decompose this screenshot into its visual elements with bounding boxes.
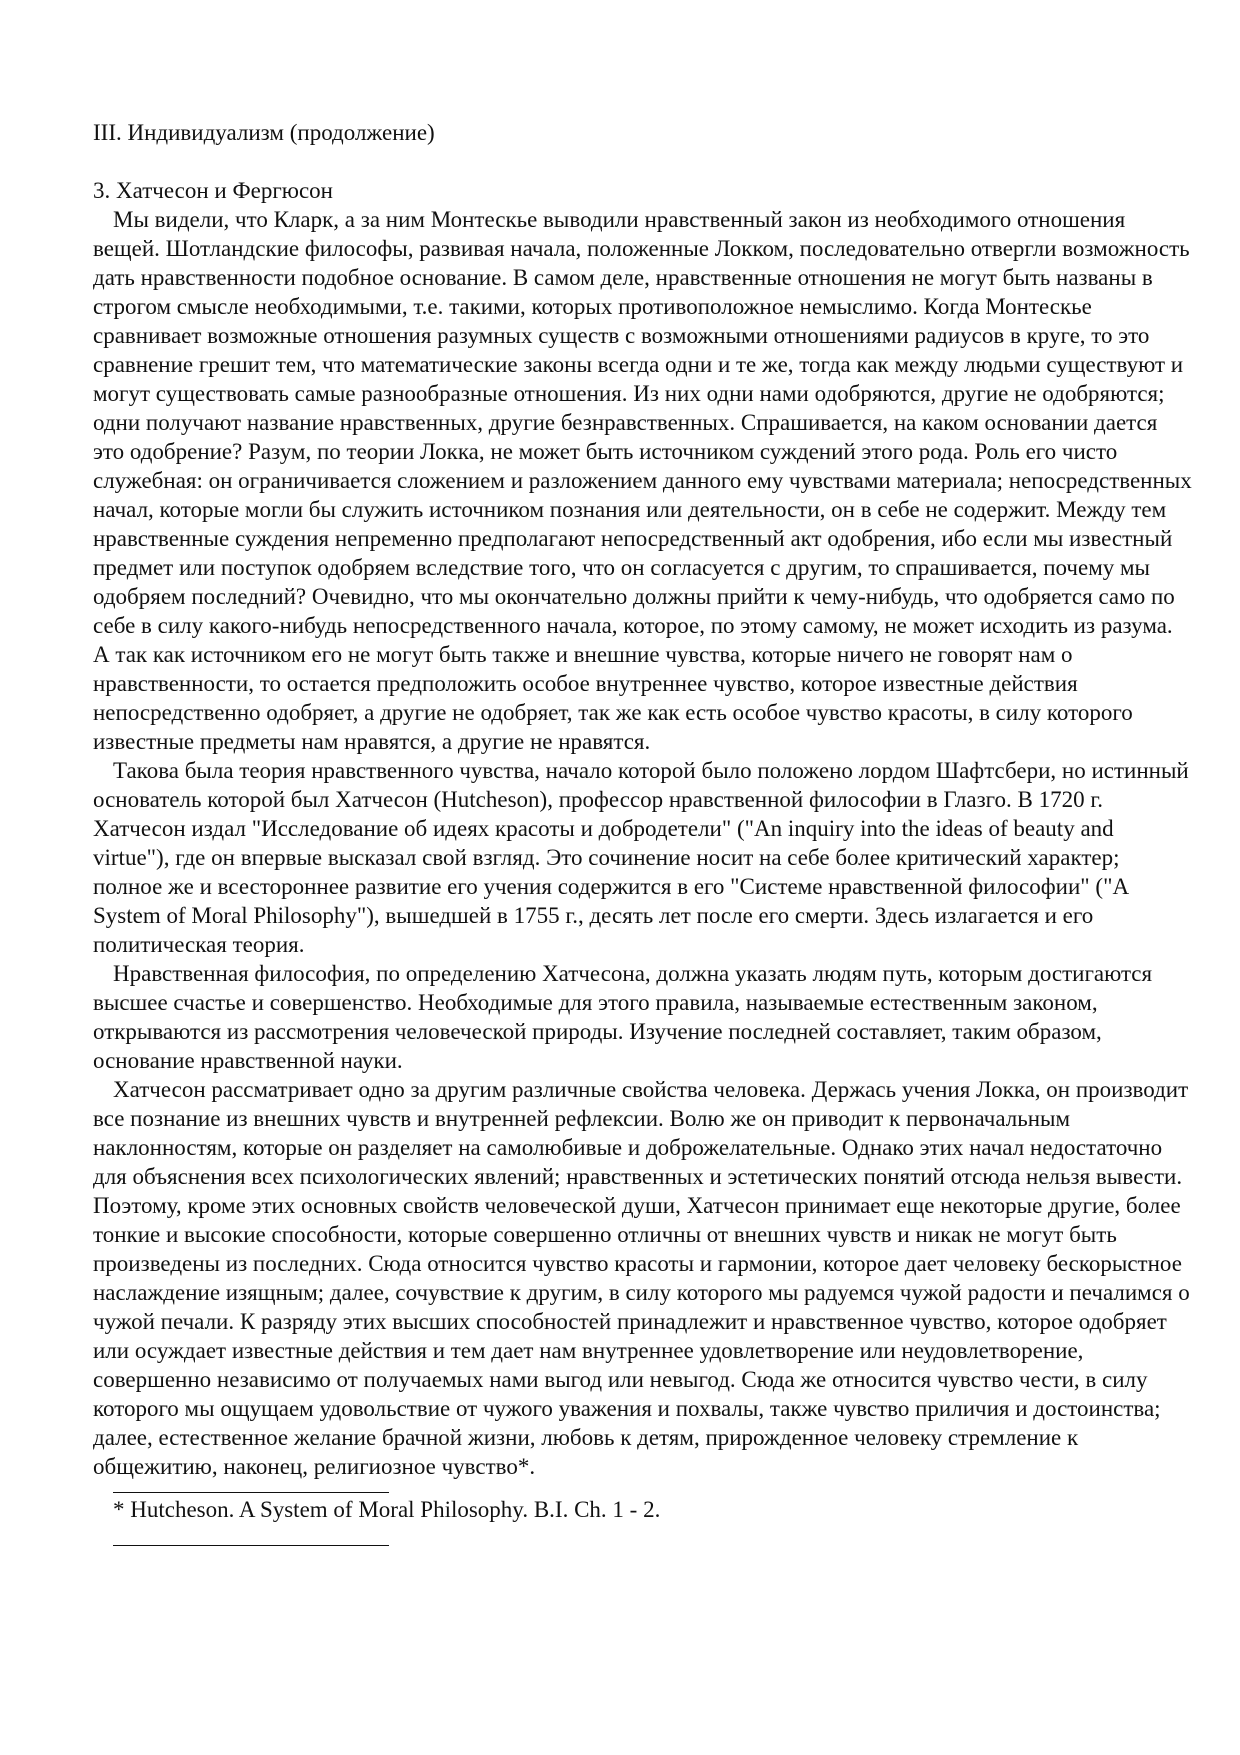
footnote-separator (113, 1492, 389, 1493)
footnote-separator-bottom (113, 1545, 389, 1546)
paragraph-2: Такова была теория нравственного чувства, начало которой было положено лордом Шафтсбери, но истинный основатель которой был Хатчесон (Hutcheson), профессор нравственной философии в Глазго. В 1720 г. Хатчесон издал "Исследование об идеях красоты и добродетели" ("An inquiry into the ideas of beauty and virtue"), где он впервые высказал свой взгляд. Это сочинение носит на себе более критический характер; полное же и всестороннее развитие его учения содержится в его "Системе нравственной философии" ("A System of Moral Philosophy"), вышедшей в 1755 г., десять лет после его смерти. Здесь излагается и его политическая теория. (93, 758, 1189, 957)
chapter-title: III. Индивидуализм (продолжение) (93, 120, 435, 145)
paragraph-3: Нравственная философия, по определению Хатчесона, должна указать людям путь, которым достигаются высшее счастье и совершенство. Необходимые для этого правила, называемые естественным законом, открываются из рассмотрения человеческой природы. Изучение последней составляет, таким образом, основание нравственной науки. (93, 961, 1153, 1073)
section-title: 3. Хатчесон и Фергюсон (93, 178, 333, 203)
footnote: * Hutcheson. A System of Moral Philosophy. B.I. Ch. 1 - 2. (113, 1497, 661, 1522)
paragraph-1: Мы видели, что Кларк, а за ним Монтескье выводили нравственный закон из необходимого отношения вещей. Шотландские философы, развивая начала, положенные Локком, последовательно отвергли возможность дать нравственности подобное основание. В самом деле, нравственные отношения не могут быть названы в строгом смысле необходимыми, т.е. такими, которых противоположное немыслимо. Когда Монтескье сравнивает возможные отношения разумных существ с возможными отношениями радиусов в круге, то это сравнение грешит тем, что математические законы всегда одни и те же, тогда как между людьми существуют и могут существовать самые разнообразные отношения. Из них одни нами одобряются, другие не одобряются; одни получают название нравственных, другие безнравственных. Спрашивается, на каком основании дается это одобрение? Разум, по теории Локка, не может быть источником суждений этого рода. Роль его чисто служебная: он ограничивается сложением и разложением данного ему чувствами материала; непосредственных начал, которые могли бы служить источником познания или деятельности, он в себе не содержит. Между тем нравственные суждения непременно предполагают непосредственный акт одобрения, ибо если мы известный предмет или поступок одобряем вследствие того, что он согласуется с другим, то спрашивается, почему мы одобряем последний? Очевидно, что мы окончательно должны прийти к чему-нибудь, что одобряется само по себе в силу какого-нибудь непосредственного начала, которое, по этому самому, не может исходить из разума. А так как источником его не могут быть также и внешние чувства, которые ничего не говорят нам о нравственности, то остается предположить особое внутреннее чувство, которое известные действия непосредственно одобряет, а другие не одобряет, так же как есть особое чувство красоты, в силу которого известные предметы нам нравятся, а другие не нравятся. (93, 207, 1192, 754)
document-page (93, 118, 1193, 1546)
paragraph-4: Хатчесон рассматривает одно за другим различные свойства человека. Держась учения Локка, он производит все познание из внешних чувств и внутренней рефлексии. Волю же он приводит к первоначальным наклонностям, которые он разделяет на самолюбивые и доброжелательные. Однако этих начал недостаточно для объяснения всех психологических явлений; нравственных и эстетических понятий отсюда нельзя вывести. Поэтому, кроме этих основных свойств человеческой души, Хатчесон принимает еще некоторые другие, более тонкие и высокие способности, которые совершенно отличны от внешних чувств и никак не могут быть произведены из последних. Сюда относится чувство красоты и гармонии, которое дает человеку бескорыстное наслаждение изящным; далее, сочувствие к другим, в силу которого мы радуемся чужой радости и печалимся о чужой печали. К разряду этих высших способностей принадлежит и нравственное чувство, которое одобряет или осуждает известные действия и тем дает нам внутреннее удовлетворение или неудовлетворение, совершенно независимо от получаемых нами выгод или невыгод. Сюда же относится чувство чести, в силу которого мы ощущаем удовольствие от чужого уважения и похвалы, также чувство приличия и достоинства; далее, естественное желание брачной жизни, любовь к детям, прирожденное человеку стремление к общежитию, наконец, религиозное чувство*. (93, 1077, 1190, 1479)
